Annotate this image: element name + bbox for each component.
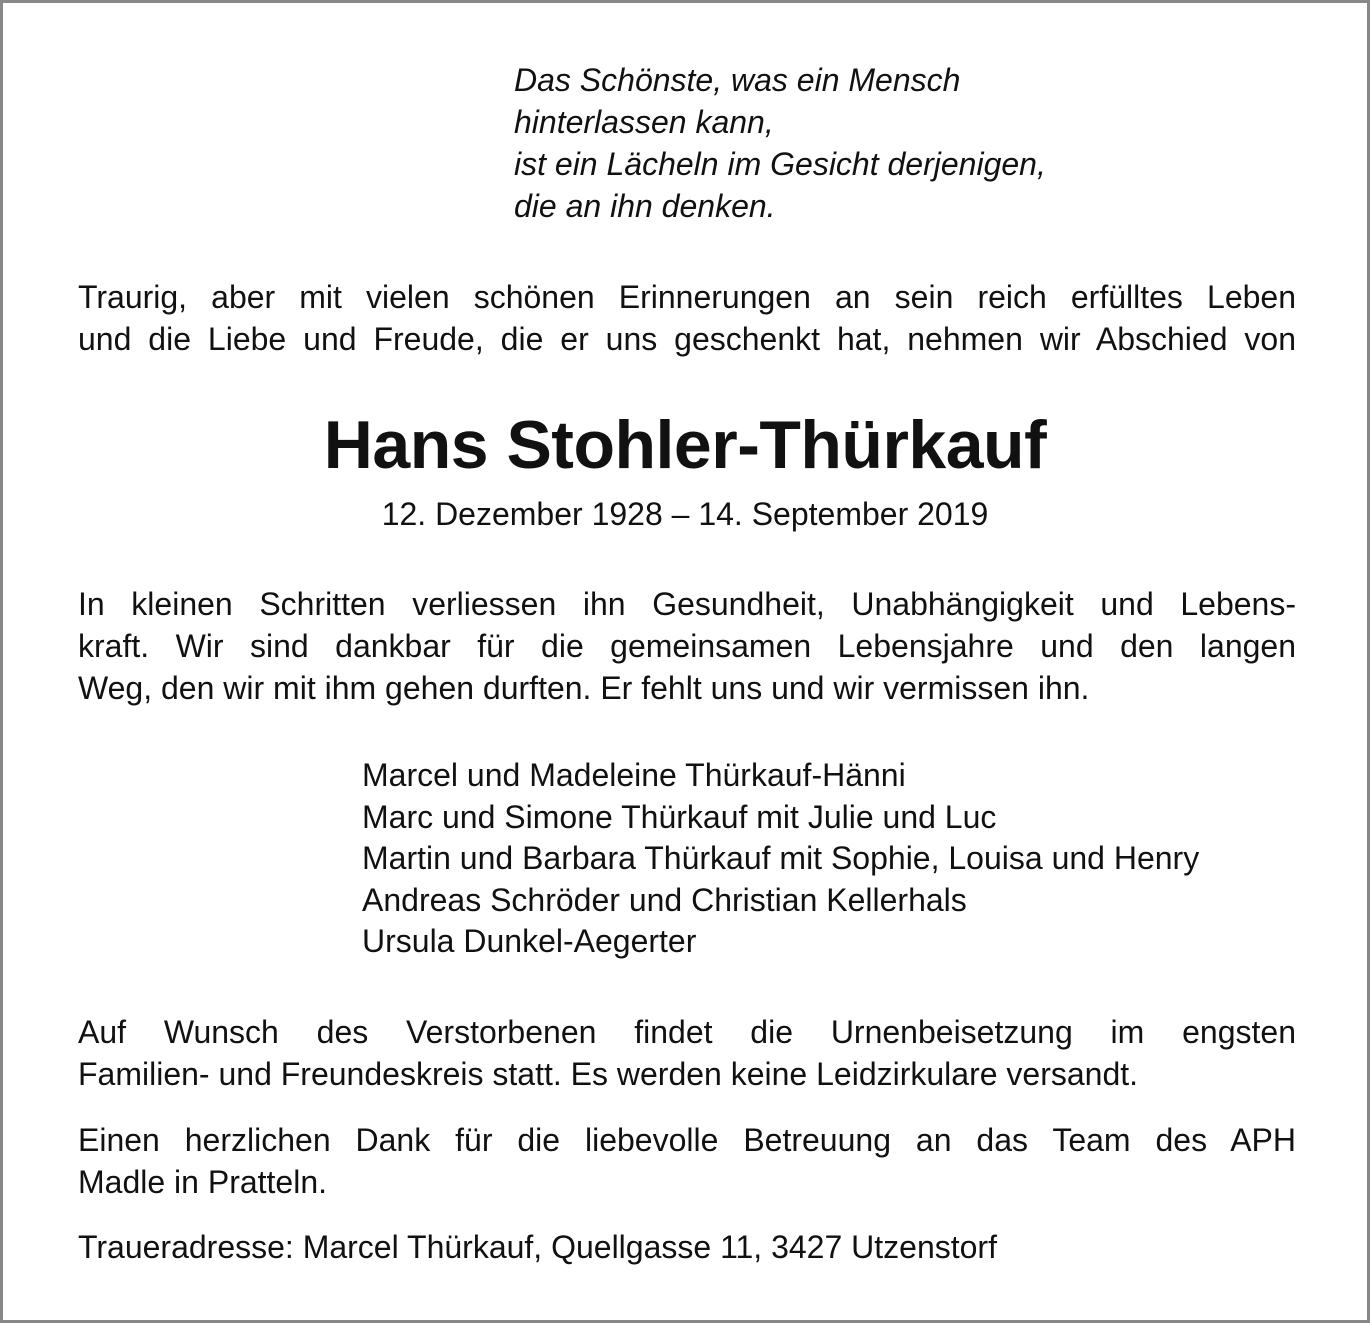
thanks-paragraph — [78, 1119, 1296, 1203]
thanks-line: Madle in Pratteln. — [78, 1164, 328, 1200]
health-line: Weg, den wir mit ihm gehen durften. Er fehlt uns und wir vermissen ihn. — [78, 670, 1090, 706]
burial-paragraph — [78, 1011, 1296, 1095]
health-paragraph — [78, 583, 1296, 709]
intro-line: Traurig, aber mit vielen schönen Erinnerungen an sein reich erfülltes Leben — [78, 279, 1296, 315]
intro-paragraph — [78, 276, 1296, 360]
burial-line: Familien- und Freundeskreis statt. Es werden keine Leidzirkulare versandt. — [78, 1056, 1139, 1092]
motto-line: ist ein Lächeln im Gesicht derjenigen, — [514, 146, 1046, 182]
motto-line: die an ihn denken. — [514, 188, 776, 224]
mourner-entry: Andreas Schröder und Christian Kellerhals — [362, 881, 967, 918]
mourner-entry: Martin und Barbara Thürkauf mit Sophie, Louisa und Henry — [362, 840, 1200, 876]
mourner-entry: Marcel und Madeleine Thürkauf-Hänni — [362, 757, 906, 793]
thanks-line: Einen herzlichen Dank für die liebevolle Betreuung an das Team des APH — [78, 1122, 1296, 1158]
deceased-name: Hans Stohler-Thürkauf — [323, 407, 1047, 483]
health-line: In kleinen Schritten verliessen ihn Gesundheit, Unabhängigkeit und Lebens- — [78, 586, 1296, 622]
mourner-entry: Marc und Simone Thürkauf mit Julie und Luc — [362, 798, 997, 835]
mourning-address — [78, 1226, 1296, 1268]
life-dates: 12. Dezember 1928 – 14. September 2019 — [381, 496, 989, 532]
address-line: Traueradresse: Marcel Thürkauf, Quellgasse 11, 3427 Utzenstorf — [78, 1229, 997, 1265]
burial-line: Auf Wunsch des Verstorbenen findet die Urnenbeisetzung im engsten — [78, 1014, 1296, 1050]
motto-line: hinterlassen kann, — [514, 104, 774, 140]
intro-line: und die Liebe und Freude, die er uns geschenkt hat, nehmen wir Abschied von — [78, 321, 1296, 357]
motto-quote — [514, 59, 1274, 227]
mourners-list — [362, 755, 1322, 963]
health-line: kraft. Wir sind dankbar für die gemeinsamen Lebensjahre und den langen — [78, 628, 1296, 664]
mourner-entry: Ursula Dunkel-Aegerter — [362, 923, 697, 959]
motto-line: Das Schönste, was ein Mensch — [514, 62, 961, 98]
